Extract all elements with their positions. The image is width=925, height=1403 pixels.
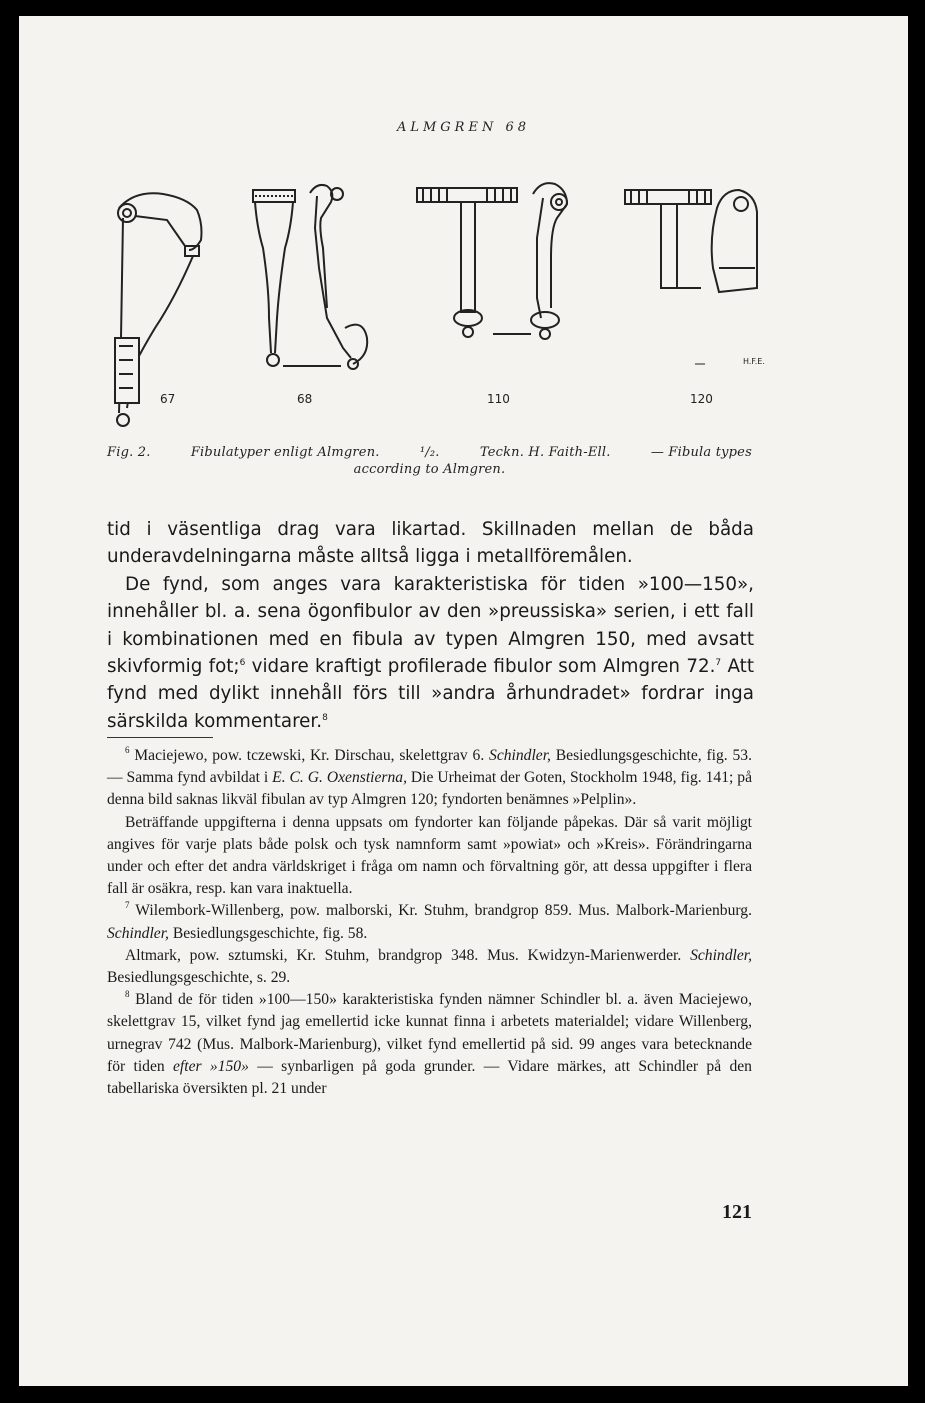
label-120: 120 — [690, 392, 713, 406]
figure-caption — [107, 444, 752, 478]
fibula-figure — [105, 168, 765, 428]
fibula-67-drawing — [115, 193, 202, 426]
label-67: 67 — [160, 392, 176, 406]
footnotes — [107, 745, 752, 1100]
footnote-ref-6[interactable]: 6 — [239, 658, 246, 669]
page-number: 121 — [722, 1201, 752, 1223]
footnote-7-continued: Altmark, pow. sztumski, Kr. Stuhm, brandgrop 348. Mus. Kwidzyn-Marienwerder. Schindler, Besiedlungsgeschichte, s. 29. — [107, 946, 752, 987]
caption-english-b: according to Almgren. — [353, 462, 506, 477]
fibula-120-drawing — [625, 190, 757, 292]
body-text — [107, 516, 754, 735]
footnote-8: $^8$ Bland de för tiden »100—150» karakteristiska fynden nämner Schindler bl. a. även Maciejewo, skelettgrav 15, vilket fynd jag emellertid icke kunnat finna i arbetets materialdel; vidare Willenberg, urnegrav 742 (Mus. Malbork-Marienburg), vilket fynd emellertid på sid. 99 anges vara betecknande för tiden efter »150» — synbarligen på goda grunder. — Vidare märkes, att Schindler på den tabellariska översikten pl. 21 under — [107, 989, 752, 1098]
caption-swedish: Fibulatyper enligt Almgren. — [190, 445, 380, 460]
artist-signature: H.F.E. — [743, 357, 765, 366]
body-paragraph-1: tid i väsentliga drag vara likartad. Skillnaden mellan de båda underavdelningarna måste alltså ligga i metallföremålen. — [107, 519, 754, 568]
label-110: 110 — [487, 392, 510, 406]
fibula-68-drawing — [253, 185, 367, 369]
label-68: 68 — [297, 392, 313, 406]
running-header: ALMGREN 68 — [396, 120, 531, 135]
footnote-ref-8[interactable]: 8 — [322, 712, 328, 723]
caption-fig-no: Fig. 2. — [107, 445, 151, 460]
caption-scale: ¹/₂. — [419, 445, 440, 460]
caption-english-a: — Fibula types — [650, 445, 752, 460]
body-paragraph-2: De fynd, som anges vara karakteristiska för tiden »100—150», innehåller bl. a. sena ögonfibulor av den »preussiska» serien, i ett fall i kombinationen med en fibula av typen Almgren 150, med avsatt skivformig fot;$^6$ vidare kraftigt profilerade fibulor som Almgren 72.$^7$ Att fynd med dylikt innehåll förs till »andra århundradet» fordrar inga särskilda kommentarer.$^8$ — [107, 573, 754, 732]
footnote-6: $^6$ Maciejewo, pow. tczewski, Kr. Dirschau, skelettgrav 6. Schindler, Besiedlungsgeschichte, fig. 53. — Samma fynd avbildat i E. C. G. Oxenstierna, Die Urheimat der Goten, Stockholm 1948, fig. 141; på denna bild saknas likväl fibulan av typ Almgren 120; fyndorten benämnes »Pelplin». — [107, 745, 752, 809]
footnote-7: $^7$ Wilembork-Willenberg, pow. malborski, Kr. Stuhm, brandgrop 859. Mus. Malbork-Marienburg. Schindler, Besiedlungsgeschichte, fig. 58. — [107, 900, 752, 942]
figure-labels — [160, 357, 765, 406]
caption-credit: Teckn. H. Faith-Ell. — [479, 445, 611, 460]
footnote-6-continued: Beträffande uppgifterna i denna uppsats om fyndorter kan följande påpekas. Där så varit möjligt angives för varje plats både polsk och tysk namnform samt »powiat» och »Kreis». Förändringarna under och efter det andra världskriget i fråga om namn och förvaltning gör, att dessa uppgifter i flera fall är osäkra, resp. kan vara inaktuella. — [107, 813, 752, 898]
fibula-110-drawing — [417, 183, 567, 339]
footnote-ref-7[interactable]: 7 — [715, 658, 722, 669]
book-page — [19, 16, 908, 1386]
footnote-rule — [107, 737, 213, 738]
